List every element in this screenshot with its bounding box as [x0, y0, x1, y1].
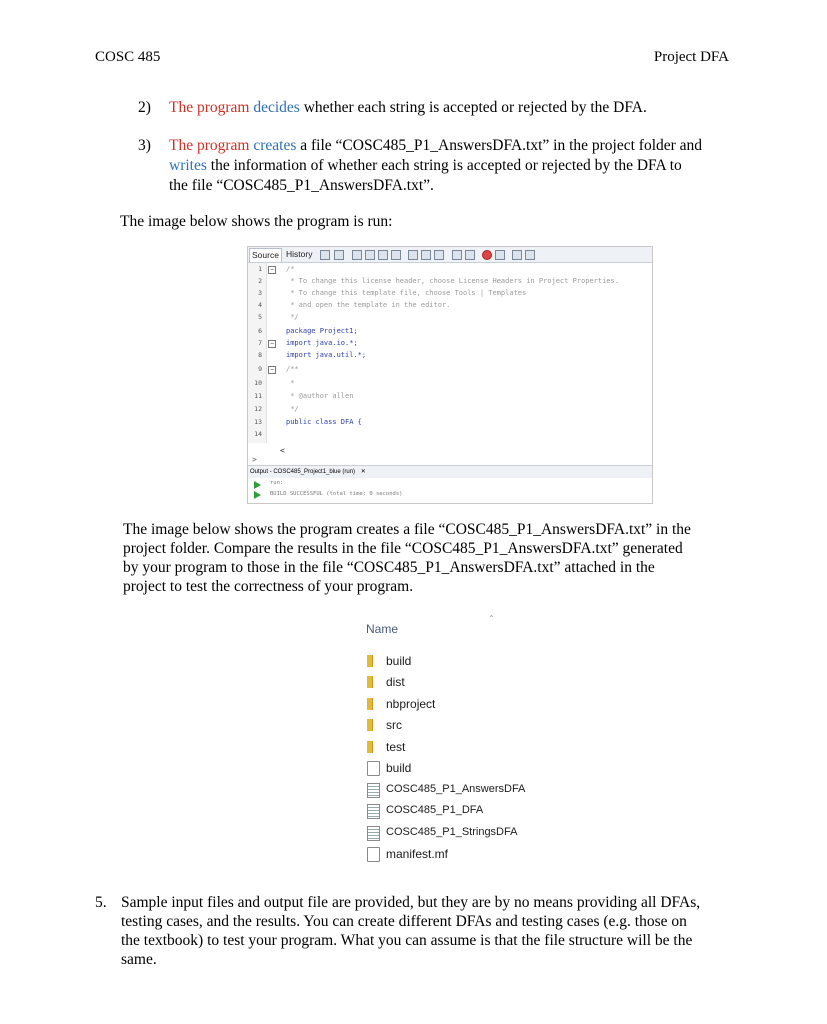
item-2-red: The program	[169, 99, 250, 116]
header-course: COSC 485	[95, 49, 161, 65]
code-line: * and open the template in the editor.	[286, 301, 451, 309]
file-icon	[367, 847, 380, 862]
list-item[interactable]	[366, 782, 606, 800]
list-item[interactable]	[366, 825, 606, 843]
output-tab[interactable]: Output - COSC485_Project1_blue (run)	[250, 469, 356, 475]
toolbar-chart-icon[interactable]	[512, 250, 522, 260]
scroll-left-icon[interactable]: <	[280, 446, 285, 455]
file-icon	[367, 761, 380, 776]
list-item[interactable]	[366, 846, 606, 864]
line-number: 5	[258, 313, 262, 321]
toolbar-toggle-icon[interactable]	[391, 250, 401, 260]
files-caption-line: project to test the correctness of your program.	[123, 578, 414, 595]
line-number: 13	[254, 418, 262, 426]
item-3-blue: creates	[253, 137, 297, 154]
item-2-number: 2)	[138, 99, 151, 116]
file-name: dist	[386, 675, 405, 689]
text-file-icon	[367, 804, 380, 819]
code-line: */	[286, 313, 299, 321]
list-item[interactable]	[366, 717, 606, 735]
line-number: 1	[258, 265, 262, 273]
code-line: *	[286, 379, 295, 387]
folder-icon	[367, 719, 373, 731]
files-caption-line: The image below shows the program creates a file “COSC485_P1_AnswersDFA.txt” in the	[123, 521, 691, 538]
code-line: /*	[286, 265, 295, 273]
text-file-icon	[367, 783, 380, 798]
item-3-line3: the file “COSC485_P1_AnswersDFA.txt”.	[169, 177, 434, 194]
header-project: Project DFA	[653, 49, 729, 65]
toolbar-stop-icon[interactable]	[495, 250, 505, 260]
file-name: COSC485_P1_DFA	[386, 804, 484, 816]
file-name: src	[386, 718, 402, 732]
folder-icon	[367, 655, 373, 667]
file-name: build	[386, 654, 412, 668]
file-list	[366, 620, 606, 870]
run-icon[interactable]	[254, 481, 261, 489]
line-number: 11	[254, 392, 262, 400]
toolbar-bookmark-icon[interactable]	[408, 250, 418, 260]
item-2-blue: decides	[253, 99, 300, 116]
list-item[interactable]	[366, 696, 606, 714]
sort-indicator-icon: ⌃	[488, 614, 495, 623]
line-number: 9	[258, 365, 262, 373]
toolbar-download-icon[interactable]	[525, 250, 535, 260]
files-caption-line: project folder. Compare the results in the file “COSC485_P1_AnswersDFA.txt” generated	[123, 540, 683, 557]
tab-source[interactable]: Source	[249, 248, 282, 262]
expand-icon[interactable]: >	[252, 455, 257, 464]
output-tab-bar	[248, 465, 652, 478]
output-line: run:	[270, 480, 284, 486]
toolbar-shift-left-icon[interactable]	[452, 250, 462, 260]
code-line: * @author allen	[286, 392, 354, 400]
file-name: manifest.mf	[386, 847, 449, 861]
code-line: import java.util.*;	[286, 351, 367, 359]
code-line: import java.io.*;	[286, 339, 358, 347]
ide-screenshot	[247, 246, 653, 504]
line-number: 2	[258, 277, 262, 285]
section-5-line: testing cases, and the results. You can create different DFAs and testing cases (e.g. those on	[121, 913, 687, 930]
item-2-rest: whether each string is accepted or rejected by the DFA.	[299, 99, 647, 116]
file-name: test	[386, 740, 406, 754]
code-line: */	[286, 405, 299, 413]
list-item[interactable]	[366, 674, 606, 692]
section-5-line: Sample input files and output file are provided, but they are by no means providing all DFAs,	[121, 894, 701, 911]
rerun-icon[interactable]	[254, 491, 261, 499]
item-3-red: The program	[169, 137, 250, 154]
fold-toggle-icon[interactable]: −	[268, 366, 276, 374]
item-3-line2: the information of whether each string is accepted or rejected by the DFA to	[206, 157, 682, 174]
toolbar-forward-icon[interactable]	[334, 250, 344, 260]
code-line: * To change this template file, choose Tools | Templates	[286, 289, 527, 297]
section-5-line: the textbook) to test your program. What you can assume is that the file structure will be the	[121, 932, 693, 949]
ide-toolbar	[248, 247, 652, 263]
folder-icon	[367, 741, 373, 753]
file-name: nbproject	[386, 697, 436, 711]
toolbar-find-prev-icon[interactable]	[365, 250, 375, 260]
section-5-number: 5.	[95, 894, 107, 911]
files-caption	[123, 520, 743, 596]
files-caption-line: by your program to those in the file “COSC485_P1_AnswersDFA.txt” attached in the	[123, 559, 655, 576]
output-close-icon[interactable]: ✕	[360, 469, 366, 475]
item-3-number: 3)	[138, 137, 151, 154]
list-item[interactable]	[366, 803, 606, 821]
item-3-line1: a file “COSC485_P1_AnswersDFA.txt” in the project folder and	[296, 137, 703, 154]
code-line: * To change this license header, choose License Headers in Project Properties.	[286, 277, 619, 285]
fold-toggle-icon[interactable]: −	[268, 340, 276, 348]
output-line: BUILD SUCCESSFUL (total time: 0 seconds)	[270, 491, 403, 497]
list-item[interactable]	[366, 653, 606, 671]
column-header-name[interactable]: Name	[366, 622, 399, 636]
folder-icon	[367, 676, 373, 688]
line-number: 8	[258, 351, 262, 359]
section-5-line: same.	[121, 951, 157, 968]
folder-icon	[367, 698, 373, 710]
line-number: 7	[258, 339, 262, 347]
file-name: COSC485_P1_AnswersDFA	[386, 783, 526, 795]
toolbar-find-icon[interactable]	[352, 250, 362, 260]
toolbar-shift-right-icon[interactable]	[465, 250, 475, 260]
toolbar-next-bookmark-icon[interactable]	[434, 250, 444, 260]
toolbar-prev-bookmark-icon[interactable]	[421, 250, 431, 260]
toolbar-find-next-icon[interactable]	[378, 250, 388, 260]
item-3-text	[169, 136, 749, 196]
text-file-icon	[367, 826, 380, 841]
file-name: COSC485_P1_StringsDFA	[386, 826, 518, 838]
line-number: 4	[258, 301, 262, 309]
code-line: public class DFA {	[286, 418, 362, 426]
fold-toggle-icon[interactable]: −	[268, 266, 276, 274]
toolbar-back-icon[interactable]	[320, 250, 330, 260]
run-caption: The image below shows the program is run:	[120, 213, 393, 230]
line-number: 14	[254, 430, 262, 438]
item-3-blue2: writes	[169, 157, 207, 174]
line-number: 12	[254, 405, 262, 413]
file-name: build	[386, 761, 412, 775]
list-item[interactable]	[366, 760, 606, 778]
line-number: 6	[258, 327, 262, 335]
item-2-text	[169, 98, 739, 118]
list-item[interactable]	[366, 739, 606, 757]
section-5-text	[121, 893, 741, 969]
line-number: 3	[258, 289, 262, 297]
code-line: /**	[286, 365, 299, 373]
tab-history[interactable]: History	[286, 249, 313, 259]
line-number: 10	[254, 379, 262, 387]
toolbar-record-icon[interactable]	[482, 250, 492, 260]
code-line: package Project1;	[286, 327, 358, 335]
